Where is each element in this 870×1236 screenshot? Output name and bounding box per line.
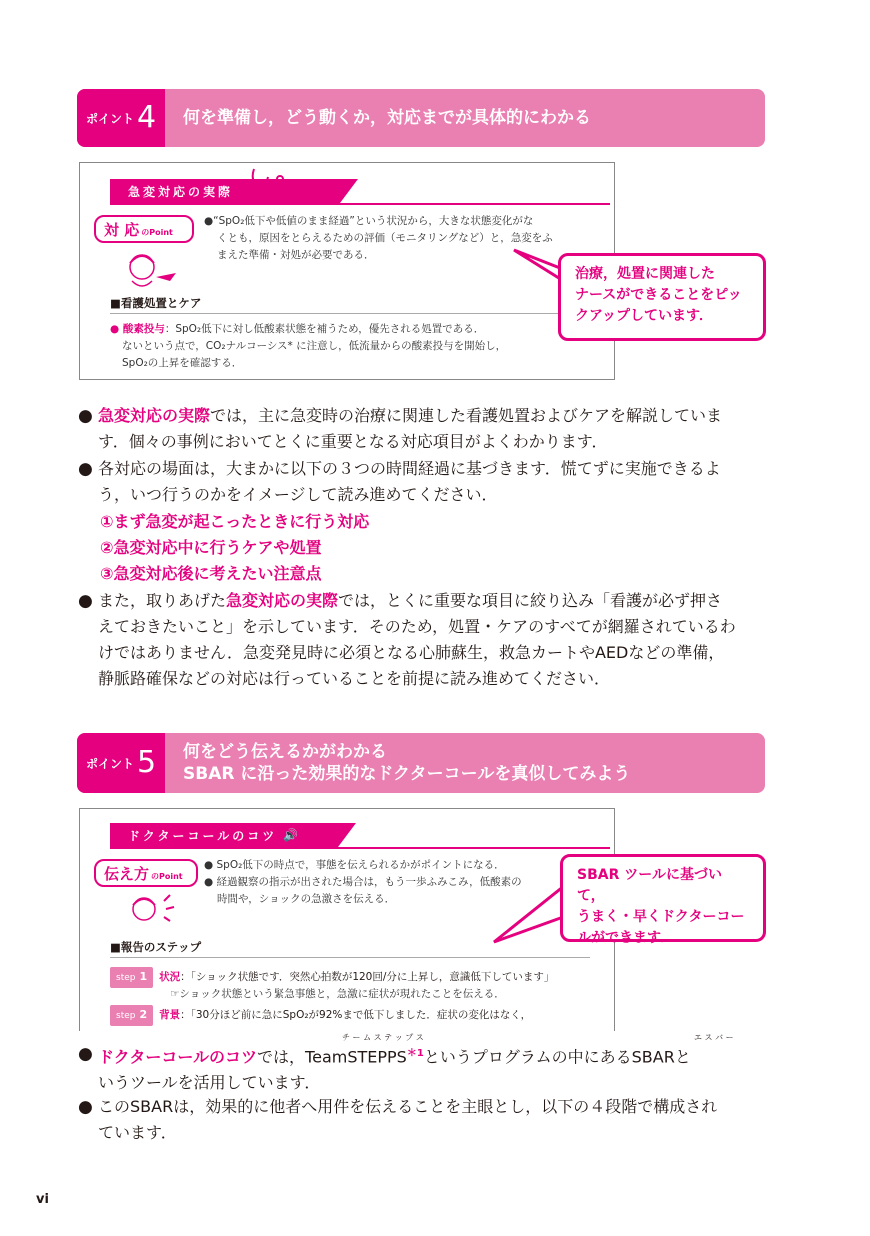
nurse-illustration-icon [120, 247, 180, 291]
body-paragraph-1: ● 急変対応の実際では，主に急変時の治療に関連した看護処置およびケアを解説していま す．個々の事例においてとくに重要となる対応項目がよくわかります． [78, 403, 778, 455]
bullet-icon: ● [78, 406, 93, 426]
bullet-icon: ● [78, 1044, 93, 1064]
oxygen-therapy-label: ● 酸素投与 [110, 323, 165, 335]
report-steps-heading: ■報告のステップ [110, 940, 202, 954]
timeline-item-2: ②急変対応中に行うケアや処置 [100, 538, 322, 557]
callout2-pointer [490, 880, 570, 946]
point4-number: 4 [136, 100, 157, 135]
callout-nursing-actions: 治療，処置に関連した ナースができることをピッ クアップしています． [558, 253, 766, 341]
speaker-icon: 🔊 [283, 828, 299, 842]
communication-points-text: ● SpO₂低下の時点で，事態を伝えられるかがポイントになる． ● 経過観察の指示が出された場合は，もう一歩ふみこみ，低酸素の 時間や，ショックの急激さを伝える． [204, 859, 522, 905]
section-rule [110, 847, 610, 849]
step1-row: step 1 状況：「ショック状態です．突然心拍数が120回/分に上昇し，意識低下しています」 [110, 967, 610, 988]
ruby-sbar: エ ス バ ー [694, 1033, 734, 1042]
point5-badge [77, 733, 165, 793]
response-points-text: ●“SpO₂低下や低値のまま経過”という状況から，大きな状態変化がな くとも，原因をとらえるための評価（モニタリングなど）と，急変をふ まえた準備・対処が必要である． [204, 215, 553, 261]
body-paragraph-3: ● また，取りあげた急変対応の実際では，とくに重要な項目に絞り込み「看護が必ず押さ えておきたいこと」を示しています．そのため，処置・ケアのすべてが網羅されているわ けではありません．急変発見時に必須となる心肺蘇生，救急カートやAEDなどの準備， 静脈路確保などの対応は行っていることを前提に読み進めてください． [78, 588, 778, 692]
step2-label: step 2 [110, 1005, 153, 1026]
bullet-icon: ● [78, 459, 93, 479]
section-tab-doctor-call: ドクターコールのコツ 🔊 [110, 823, 338, 847]
point4-label: ポイント [85, 111, 134, 126]
body-paragraph-2: ● 各対応の場面は，大まかに以下の３つの時間経過に基づきます．慌てずに実施できるよ う，いつ行うのかをイメージして読み進めてください． [78, 456, 778, 508]
bullet-icon: ● [78, 1097, 93, 1117]
point4-header [77, 89, 765, 147]
ruby-teamstepps: チ ー ム ス テ ッ プ ス [342, 1033, 424, 1042]
point5-header [77, 733, 765, 793]
step1-note: ☞ショック状態という緊急事態と，急激に症状が現れたことを伝える． [170, 988, 505, 1000]
timeline-item-3: ③急変対応後に考えたい注意点 [100, 564, 322, 583]
timeline-item-1: ①まず急変が起こったときに行う対応 [100, 512, 370, 531]
stethoscope-icon [248, 165, 288, 201]
page-number: vi [36, 1192, 49, 1207]
step1-label: step 1 [110, 967, 153, 988]
body-paragraph-5: ● このSBARは，効果的に他者へ用件を伝えることを主眼とし，以下の４段階で構成され ています． [78, 1094, 778, 1146]
callout-sbar: SBAR ツールに基づいて， うまく・早くドクターコー ルができます． [560, 854, 766, 942]
oxygen-therapy-text: ● 酸素投与：SpO₂低下に対し低酸素状態を補うため，優先される処置である． ないという点で，CO₂ナルコーシス* に注意し，低流量からの酸素投与を開始し， SpO₂の上昇を確認する． [110, 323, 507, 369]
point5-title: 何をどう伝えるかがわかる SBAR に沿った効果的なドクターコールを真似してみよう [183, 742, 631, 784]
point-badge-response: 対 応 のPoint [94, 215, 194, 243]
point4-badge [77, 89, 165, 147]
section-tab-emergency: 急変対応の実際 [110, 179, 340, 203]
nurse-illustration-icon [124, 891, 180, 931]
body-paragraph-4: ● ドクターコールのコツでは，TeamSTEPPS$^{*1}$というプログラムの中にあるSBARと いうツールを活用しています． [78, 1041, 778, 1096]
nursing-care-heading: ■看護処置とケア [110, 296, 202, 310]
nursing-care-rule [110, 313, 590, 314]
point4-title: 何を準備し，どう動くか，対応までが具体的にわかる [183, 108, 591, 128]
step2-row: step 2 背景：「30分ほど前に急にSpO₂が92%まで低下しました．症状の変化はなく， [110, 1005, 610, 1026]
bullet-icon: ● [78, 591, 93, 611]
point5-number: 5 [136, 745, 157, 780]
point-badge-communication: 伝え方 のPoint [94, 859, 198, 887]
point5-label: ポイント [85, 756, 134, 771]
report-steps-rule [110, 957, 590, 958]
section-rule [110, 203, 610, 205]
